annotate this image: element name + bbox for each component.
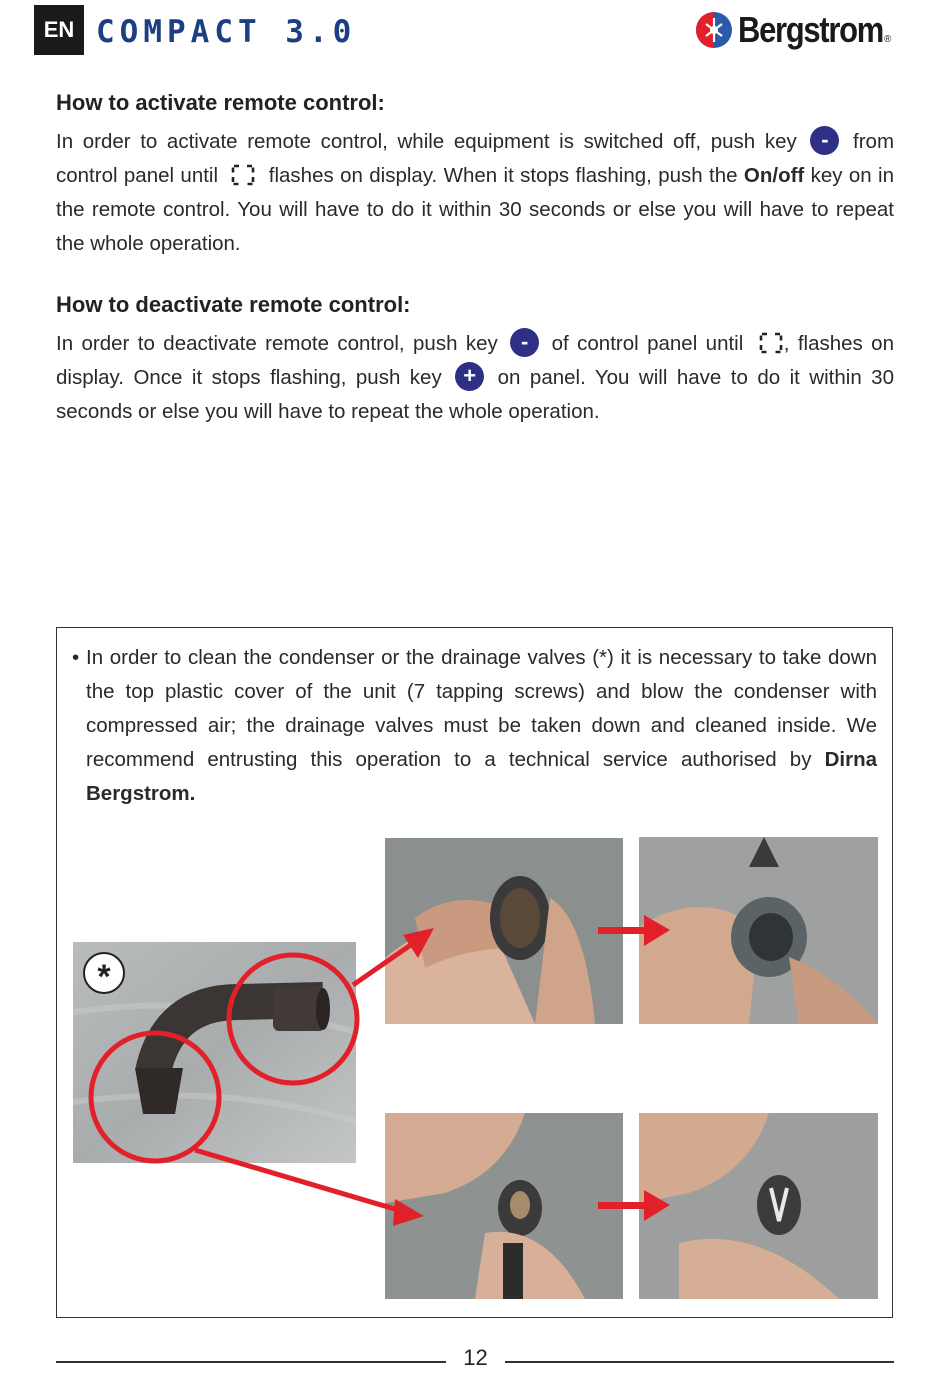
document-title: COMPACT 3.0	[96, 14, 357, 50]
page-number: 12	[463, 1345, 488, 1370]
activate-text-1: In order to activate remote control, while equipment is switched off, push key	[56, 130, 797, 153]
registered-mark: ®	[884, 34, 892, 45]
footer-rule-right	[505, 1361, 894, 1363]
onoff-key-label: On/off	[743, 164, 805, 187]
note-company: Dirna Bergstrom.	[86, 748, 877, 805]
deactivate-text-1: In order to deactivate remote control, push key	[56, 332, 498, 355]
deactivate-text-2: of control panel until	[551, 332, 744, 355]
note-text: In order to clean the condenser or the drainage valves (*) it is necessary to take down the top plastic cover of the unit (7 tapping screws) and blow the condenser with compressed air; the drainage valves must be taken down and cleaned inside. We recommend entrusting this operation to a technical service authorised by	[86, 646, 877, 771]
activate-text-2: from control panel until	[56, 130, 895, 187]
deactivate-text-3: , flashes on display. Once it stops flashing, push key	[56, 332, 894, 389]
callout-arrow-top	[353, 942, 415, 985]
activate-text-3: flashes on display. When it stops flashing, push the	[268, 164, 738, 187]
callout-circle-tip	[91, 1033, 219, 1161]
arrow-right-icon	[598, 915, 670, 946]
minus-key-icon: -	[510, 328, 539, 357]
deactivate-heading: How to deactivate remote control:	[56, 292, 411, 317]
callout-arrow-bottom	[195, 1150, 405, 1212]
callout-circle-elbow	[229, 955, 357, 1083]
deactivate-text-4: on panel. You will have to do it within 30 seconds or else you will have to repeat the whole operation.	[56, 366, 894, 423]
brand-name: Bergstrom	[738, 9, 883, 50]
activate-text-4: key on in the remote control. You will have to do it within 30 seconds or else you will have to repeat the whole operation.	[56, 164, 895, 255]
arrow-right-icon	[598, 1190, 670, 1221]
asterisk-marker: *	[83, 952, 125, 994]
bullet: •	[72, 646, 80, 669]
minus-key-icon: -	[810, 126, 839, 155]
activate-heading: How to activate remote control:	[56, 90, 385, 115]
footer-rule-left	[56, 1361, 446, 1363]
plus-key-icon: +	[455, 362, 484, 391]
language-badge: EN	[34, 5, 84, 55]
